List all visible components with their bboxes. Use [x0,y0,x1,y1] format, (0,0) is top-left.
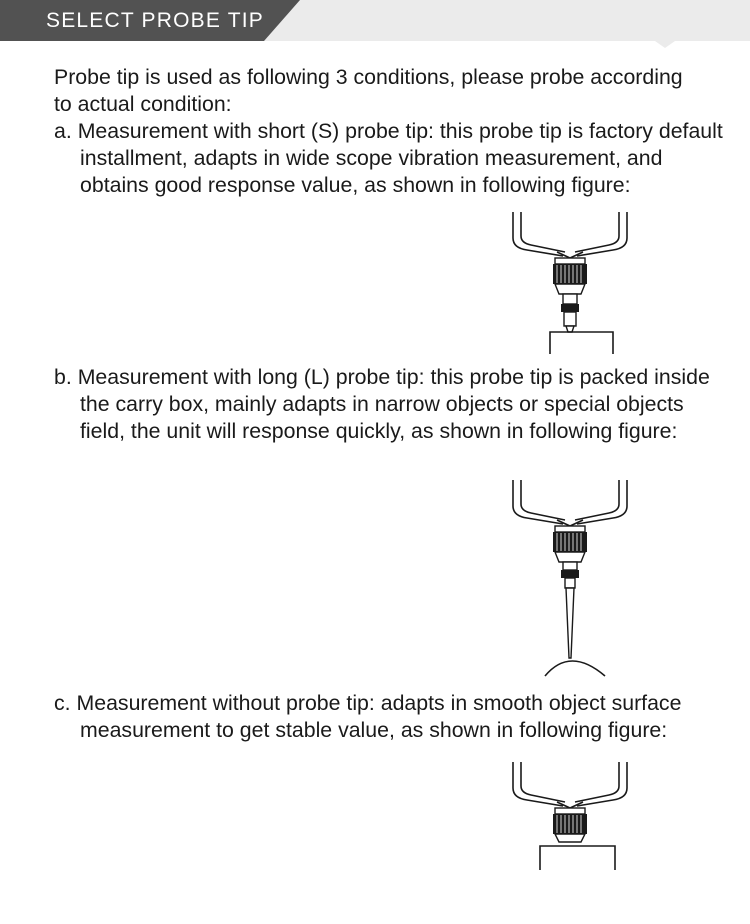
list-item-short-probe [54,118,730,199]
no-probe-figure [505,758,635,874]
item-text-b: Measurement with long (L) probe tip: this probe tip is packed inside the carry box, mainly adapts in narrow objects or special objects field, the unit will response quickly, as shown in following figure: [77,365,710,443]
list-item-no-probe [54,690,730,744]
long-probe-figure [505,476,635,676]
item-text-a: Measurement with short (S) probe tip: this probe tip is factory default installment, adapts in wide scope vibration measurement, and obtains good response value, as shown in following figure: [77,119,723,197]
intro-paragraph: Probe tip is used as following 3 conditions, please probe according to actual condition: [54,65,683,116]
section-title: SELECT PROBE TIP [46,9,264,32]
item-text-c: Measurement without probe tip: adapts in smooth object surface measurement to get stable value, as shown in following figure: [76,691,682,742]
item-marker-c: c. [54,691,71,715]
item-marker-b: b. [54,365,72,389]
header-notch [655,41,675,48]
list-item-long-probe [54,364,730,445]
short-probe-figure [505,208,635,358]
item-marker-a: a. [54,119,72,143]
